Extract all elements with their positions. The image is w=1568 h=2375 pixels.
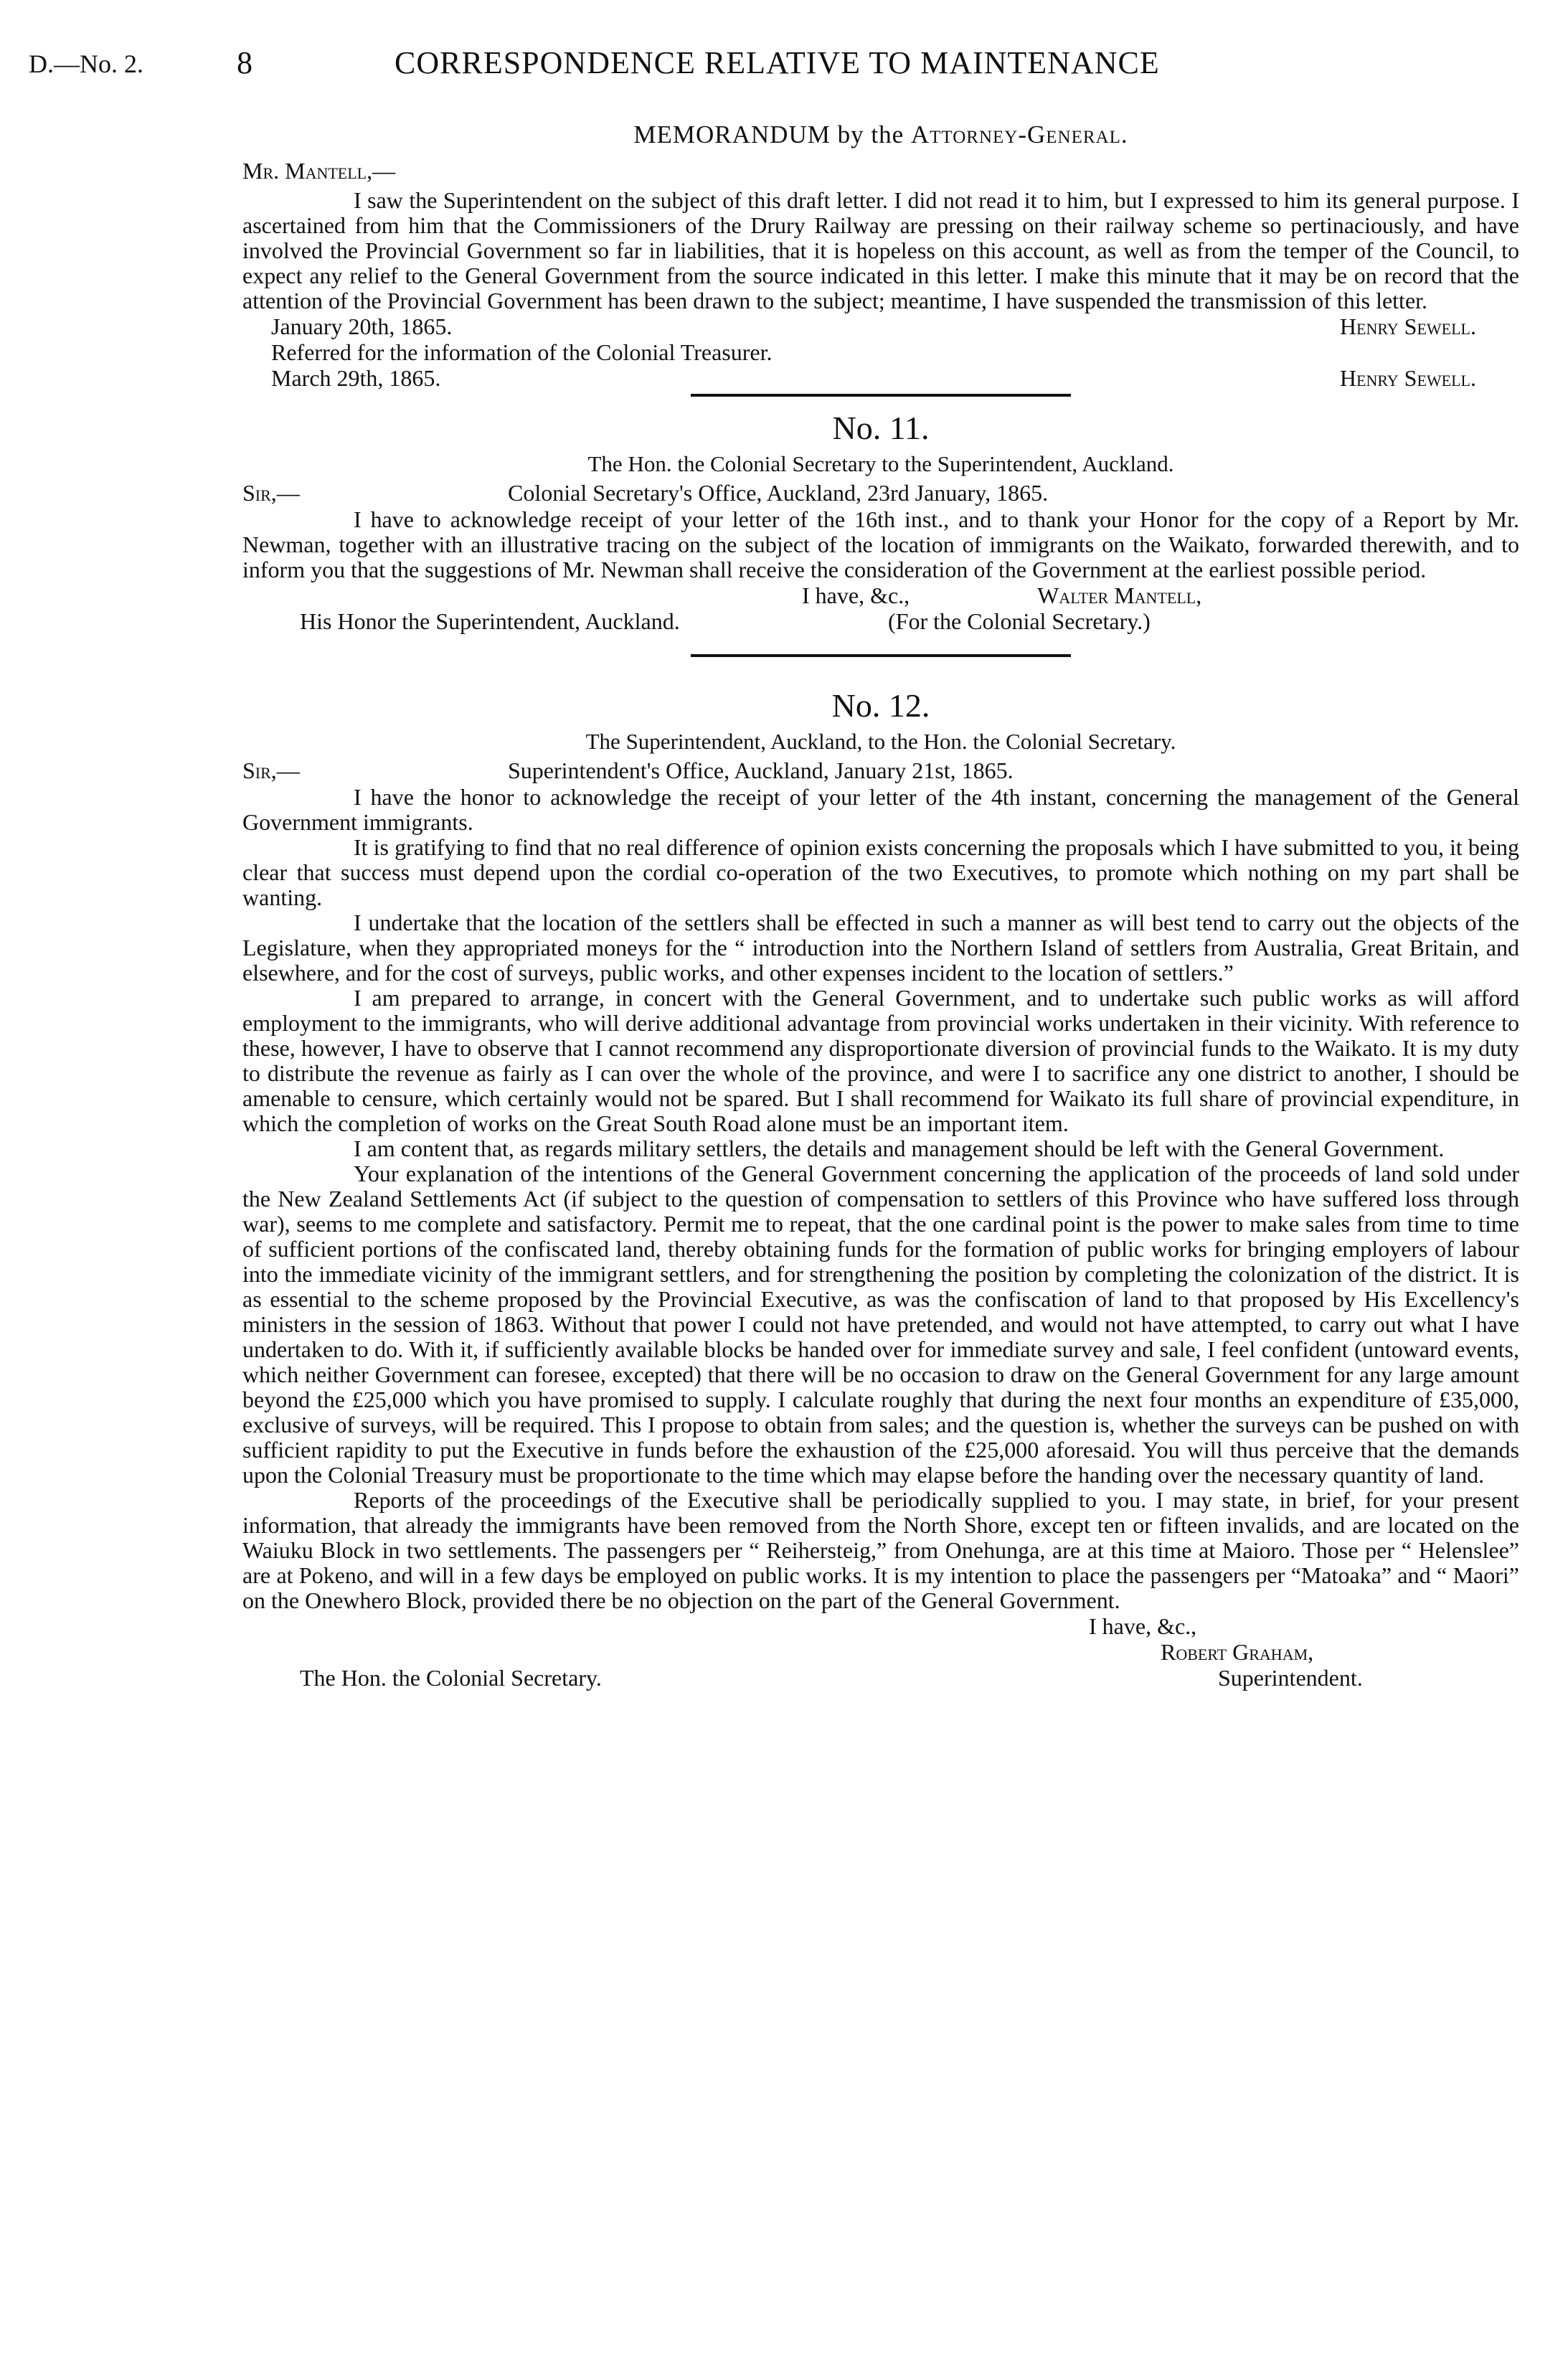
page-title: CORRESPONDENCE RELATIVE TO MAINTENANCE	[395, 45, 1160, 80]
memo-body: I saw the Superintendent on the subject of this draft letter. I did not read it to him, but I expressed to him its general purpose. I ascertained from him that the Commissioners of the Drury Railway are pressing on their railway scheme so pertinaciously, and have involved the Provincial Government so far in liabilities, that it is hopeless on this account, as well as from the temper of the Council, to expect any relief to the General Government from the source indicated in this letter. I make this minute that it may be on record that the attention of the Provincial Government has been drawn to the subject; meantime, I have suspended the transmission of this letter.	[242, 187, 1519, 313]
letter-11	[242, 407, 1519, 657]
letter-12-paragraph: I am prepared to arrange, in concert with the General Government, and to undertake such public works as will afford employment to the immigrants, who will derive additional advantage from provincial works undertaken in their vicinity. With reference to these, however, I have to observe that I cannot recommend any disproportionate diversion of provincial funds to the Waikato. It is my duty to distribute the revenue as fairly as I can over the whole of the province, and were I to sacrifice any one district to another, I should be amenable to censure, which certainly would not be spared. But I shall recommend for Waikato its full share of provincial expenditure, in which the completion of works on the Great South Road alone must be an important item.	[242, 985, 1519, 1136]
letter-12-salutation: Sir,—	[242, 757, 300, 783]
memo-signer-2: Henry Sewell.	[1339, 365, 1476, 391]
letter-12-paragraph: Reports of the proceedings of the Executive shall be periodically supplied to you. I may state, in brief, for your present information, that already the immigrants have been removed from the North Shore, except ten or fifteen invalids, and are located on the Waiuku Block in two settlements. The passengers per “ Reihersteig,” from Onehunga, are at this time at Maioro. Those per “ Helenslee” are at Pokeno, and will in a few days be employed on public works. It is my intention to place the passengers per “Matoaka” and “ Maori” on the Onewhero Block, provided there be no objection on the part of the General Government.	[242, 1487, 1519, 1613]
letter-12-signer-role: Superintendent.	[1218, 1665, 1363, 1691]
memorandum	[242, 116, 1519, 397]
letter-12-signer-row	[242, 1639, 1519, 1665]
memo-signature-row-2	[242, 365, 1519, 391]
letter-11-signer-role: (For the Colonial Secretary.)	[888, 608, 1151, 634]
letter-11-recipient-row	[242, 608, 1519, 634]
letter-11-signer: Walter Mantell,	[1037, 582, 1202, 608]
letter-12-signer: Robert Graham,	[1161, 1639, 1314, 1665]
letter-11-body: I have to acknowledge receipt of your letter of the 16th inst., and to thank your Honor for the copy of a Report by Mr. Newman, together with an illustrative tracing on the subject of the location of immigrants on the Waikato, forwarded therewith, and to inform you that the suggestions of Mr. Newman shall receive the consideration of the Government at the earliest possible period.	[242, 506, 1519, 582]
letter-12-from-to: The Superintendent, Auckland, to the Hon. the Colonial Secretary.	[585, 729, 1176, 754]
letter-12-paragraph: Your explanation of the intentions of the General Government concerning the application of the proceeds of land sold under the New Zealand Settlements Act (if subject to the question of compensation to settlers of this Province who have suffered loss through war), seems to me complete and satisfactory. Permit me to repeat, that the one cardinal point is the power to make sales from time to time of sufficient portions of the confiscated land, thereby obtaining funds for the formation of public works for bringing employers of labour into the immediate vicinity of the immigrant settlers, and for strengthening the position by completing the colonization of the district. It is as essential to the scheme proposed by the Provincial Executive, as was the confiscation of land to that proposed by His Excellency's ministers in the session of 1863. Without that power I could not have pretended, and would not have attempted, to carry out what I have undertaken to do. With it, if sufficiently available blocks be handed over for immediate survey and sale, I feel confident (untoward events, which neither Government can foresee, excepted) that there will be no occasion to draw on the General Government for any large amount beyond the £25,000 which you have promised to supply. I calculate roughly that during the next four months an expenditure of £35,000, exclusive of surveys, will be required. This I propose to obtain from sales; and the question is, whether the surveys can be pushed on with sufficient rapidity to put the Executive in funds before the exhaustion of the £25,000 aforesaid. You will thus perceive that the demands upon the Colonial Treasury must be proportionate to the time which may elapse before the handing over the necessary quantity of land.	[242, 1161, 1519, 1488]
memo-title-prefix: MEMORANDUM by the	[633, 121, 905, 148]
letter-12-closing: I have, &c.,	[1089, 1613, 1197, 1639]
letter-12-paragraph: I undertake that the location of the settlers shall be effected in such a manner as will best tend to carry out the objects of the Legislature, when they appropriated moneys for the “ introduction into the Northern Island of settlers from Australia, Great Britain, and elsewhere, and for the cost of surveys, public works, and other expenses incident to the location of settlers.”	[242, 910, 1519, 986]
letter-12-recipient-row	[242, 1665, 1519, 1691]
memo-title	[242, 116, 1519, 154]
letter-12-closing-row	[242, 1613, 1519, 1639]
memo-title-author: Attorney-General.	[910, 121, 1128, 148]
letter-12-paragraph: It is gratifying to find that no real difference of opinion exists concerning the proposals which I have submitted to you, it being clear that success must depend upon the cordial co-operation of the two Executives, to promote which nothing on my part shall be wanting.	[242, 834, 1519, 910]
memo-signature-row-1	[242, 313, 1519, 339]
memo-signer-1: Henry Sewell.	[1339, 313, 1476, 339]
letter-11-closing: I have, &c.,	[802, 582, 910, 608]
page-number: 8	[237, 45, 252, 80]
page-content	[242, 116, 1519, 1691]
memo-date-2: March 29th, 1865.	[271, 365, 441, 391]
letter-12-number: No. 12.	[831, 687, 930, 724]
letter-11-recipient: His Honor the Superintendent, Auckland.	[300, 608, 680, 634]
letter-12-location-date: Superintendent's Office, Auckland, January 21st, 1865.	[508, 757, 1014, 783]
letter-12-heading	[242, 756, 1519, 785]
letter-11-location-date: Colonial Secretary's Office, Auckland, 23rd January, 1865.	[508, 480, 1049, 506]
document-id: D.—No. 2.	[29, 49, 143, 78]
page-header	[0, 44, 1568, 95]
memo-addressee: Mr. Mantell,—	[242, 158, 396, 184]
memo-date-1: January 20th, 1865.	[271, 313, 453, 339]
letter-12-paragraph: I have the honor to acknowledge the receipt of your letter of the 4th instant, concerning the management of the General Government immigrants.	[242, 784, 1519, 835]
memo-referral: Referred for the information of the Colonial Treasurer.	[271, 339, 773, 365]
letter-11-heading	[242, 478, 1519, 507]
letter-12	[242, 657, 1519, 1691]
letter-11-number: No. 11.	[832, 410, 930, 446]
letter-12-recipient: The Hon. the Colonial Secretary.	[300, 1665, 602, 1691]
letter-11-closing-row	[242, 582, 1519, 608]
divider-rule	[691, 394, 1071, 397]
letter-11-salutation: Sir,—	[242, 480, 300, 506]
letter-12-paragraph: I am content that, as regards military settlers, the details and management should be left with the General Government.	[354, 1135, 1445, 1161]
letter-11-from-to: The Hon. the Colonial Secretary to the Superintendent, Auckland.	[587, 451, 1174, 476]
